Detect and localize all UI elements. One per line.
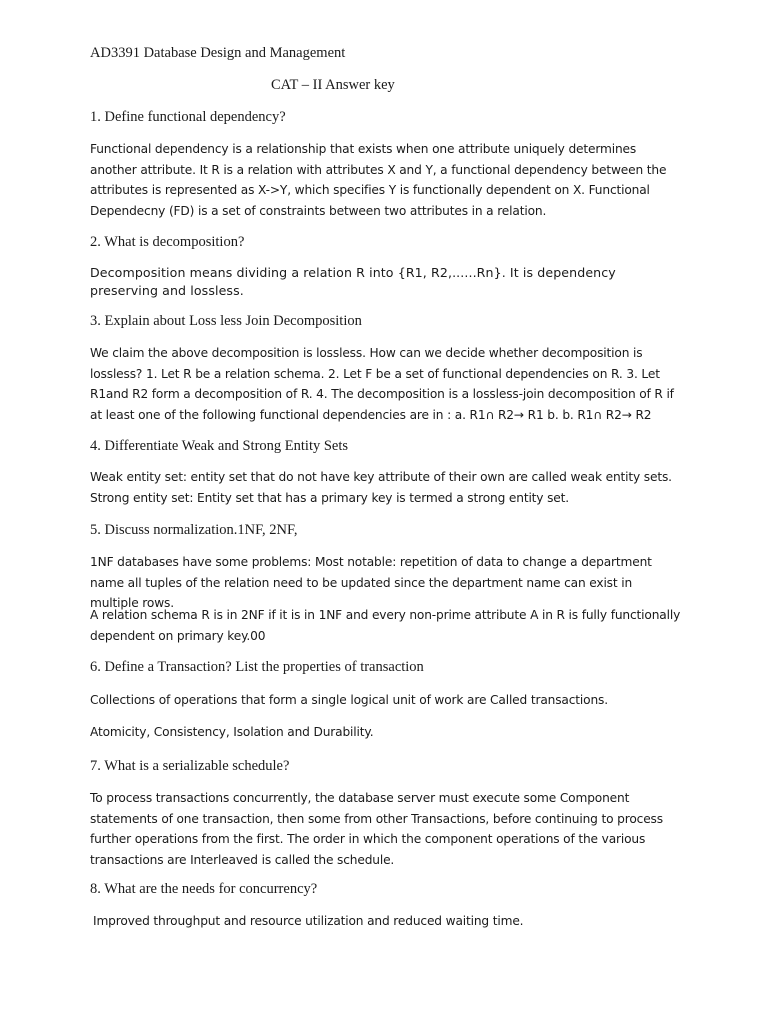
answer-6-paragraph-1: Collections of operations that form a single logical unit of work are Called transactions.	[90, 693, 608, 707]
document-subtitle: CAT – II Answer key	[271, 77, 395, 93]
answer-2: Decomposition means dividing a relation R into {R1, R2,......Rn}. It is dependency preserving and lossless.	[90, 265, 616, 298]
answer-1: Functional dependency is a relationship that exists when one attribute uniquely determines another attribute. It R is a relation with attributes X and Y, a functional dependency between the attributes is represented as X->Y, which specifies Y is functionally dependent on X. Functional Dependecny (FD) is a set of constraints between two attributes in a relation.	[90, 142, 667, 218]
answer-8: Improved throughput and resource utilization and reduced waiting time.	[93, 914, 524, 928]
answer-6-paragraph-2: Atomicity, Consistency, Isolation and Durability.	[90, 725, 374, 739]
answer-4: Weak entity set: entity set that do not have key attribute of their own are called weak entity sets. Strong entity set: Entity set that has a primary key is termed a strong entity set.	[90, 470, 672, 505]
answer-7: To process transactions concurrently, the database server must execute some Component statements of one transaction, then some from other Transactions, before continuing to process further operations from the first. The order in which the component operations of the various transactions are Interleaved is called the schedule.	[90, 791, 663, 867]
course-title: AD3391 Database Design and Management	[90, 45, 346, 61]
question-7: 7. What is a serializable schedule?	[90, 758, 290, 774]
answer-5-paragraph-1: 1NF databases have some problems: Most notable: repetition of data to change a department name all tuples of the relation need to be updated since the department name can exist in multiple rows.	[90, 555, 652, 610]
question-5: 5. Discuss normalization.1NF, 2NF,	[90, 522, 298, 538]
question-1: 1. Define functional dependency?	[90, 109, 286, 125]
answer-3: We claim the above decomposition is lossless. How can we decide whether decomposition is lossless? 1. Let R be a relation schema. 2. Let F be a set of functional dependencies on R. 3. Let R1and R2 form a decomposition of R. 4. The decomposition is a lossless-join decomposition of R if at least one of the following functional dependencies are in : a. R1∩ R2→ R1 b. b. R1∩ R2→ R2	[90, 346, 674, 422]
question-6: 6. Define a Transaction? List the properties of transaction	[90, 659, 424, 675]
question-3: 3. Explain about Loss less Join Decomposition	[90, 313, 362, 329]
question-4: 4. Differentiate Weak and Strong Entity Sets	[90, 438, 349, 454]
answer-5-paragraph-2: A relation schema R is in 2NF if it is in 1NF and every non-prime attribute A in R is fully functionally dependent on primary key.00	[90, 608, 681, 643]
question-8: 8. What are the needs for concurrency?	[90, 881, 318, 897]
question-2: 2. What is decomposition?	[90, 234, 245, 250]
